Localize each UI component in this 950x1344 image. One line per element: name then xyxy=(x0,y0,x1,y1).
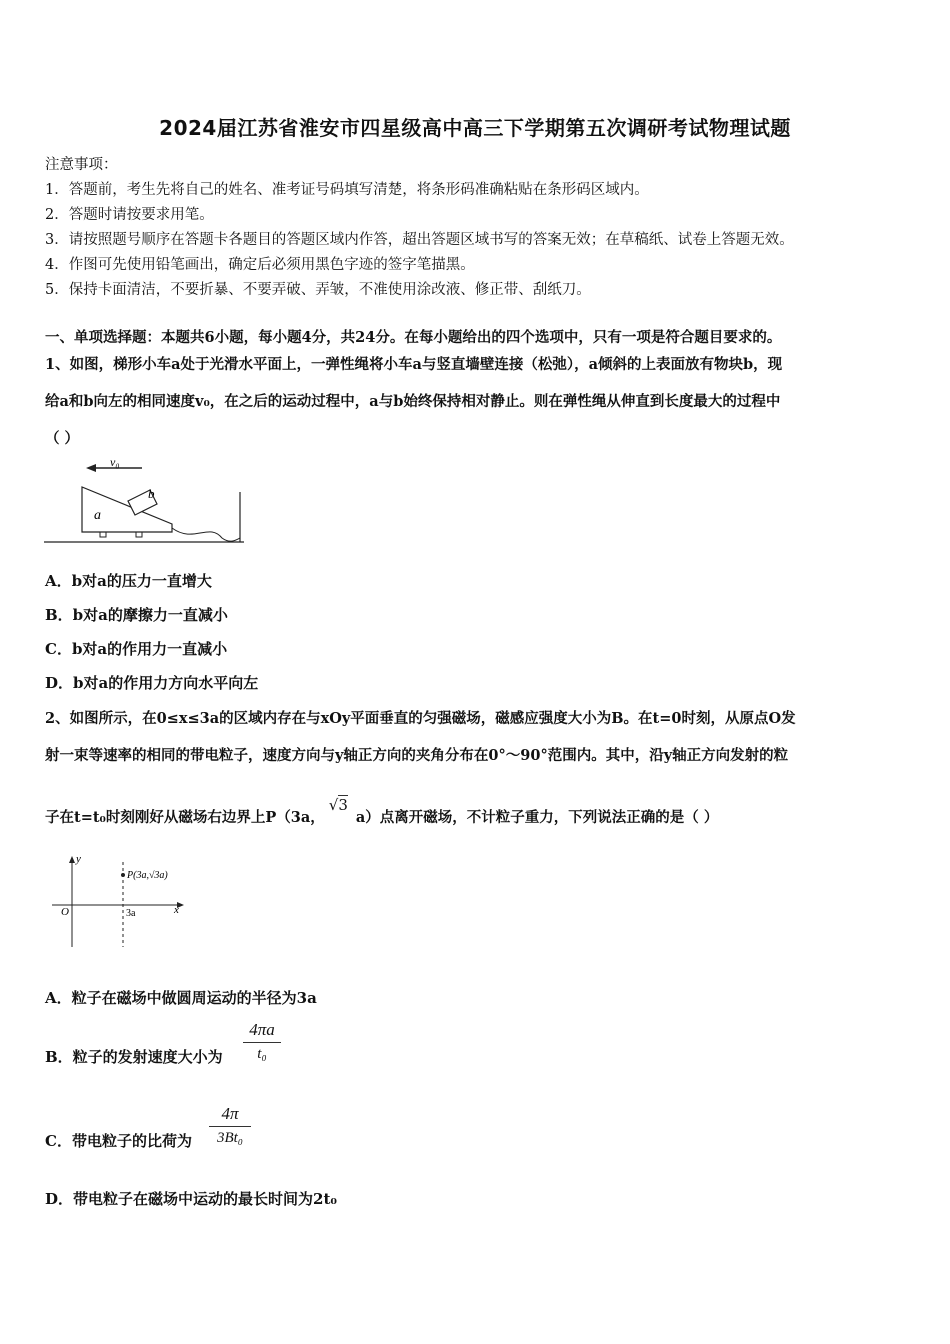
notice-item: 2．答题时请按要求用笔。 xyxy=(45,207,214,223)
x-axis-label: x xyxy=(174,904,179,916)
q2-option-d: D．带电粒子在磁场中运动的最长时间为2t₀ xyxy=(45,1190,337,1208)
q1-option-a: A．b对a的压力一直增大 xyxy=(45,572,212,590)
sqrt-symbol: √ xyxy=(328,796,339,814)
fraction-numerator: 4πa xyxy=(249,1020,275,1039)
q2-option-c-fraction xyxy=(209,1104,251,1147)
a-label: a xyxy=(94,508,101,523)
notice-item: 4．作图可先使用铅笔画出，确定后必须用黑色字迹的签字笔描黑。 xyxy=(45,257,475,273)
notice-item: 3．请按照题号顺序在答题卡各题目的答题区域内作答，超出答题区域书写的答案无效；在草稿纸、试卷上答题无效。 xyxy=(45,232,794,248)
q1-stem-line: 1、如图，梯形小车a处于光滑水平面上，一弹性绳将小车a与竖直墙壁连接（松弛），a倾斜的上表面放有物块b，现 xyxy=(45,356,783,373)
q2-stem-line-3 xyxy=(45,796,719,827)
fraction-numerator: 4π xyxy=(221,1104,239,1123)
q2-option-b: B．粒子的发射速度大小为 xyxy=(45,1048,223,1066)
wheel xyxy=(100,532,106,537)
q2-figure xyxy=(50,850,195,950)
point-p xyxy=(121,873,125,877)
q2-stem-line: 2、如图所示，在0≤x≤3a的区域内存在与xOy平面垂直的匀强磁场，磁感应强度大小为B。在t=0时刻，从原点O发 xyxy=(45,710,796,727)
q1-figure xyxy=(44,452,249,548)
q1-stem-line: 给a和b向左的相同速度v₀，在之后的运动过程中，a与b始终保持相对静止。则在弹性绳从伸直到长度最大的过程中 xyxy=(45,393,781,410)
q1-stem-line: （ ） xyxy=(45,430,80,447)
section-heading: 一、单项选择题：本题共6小题，每小题4分，共24分。在每小题给出的四个选项中，只有一项是符合题目要求的。 xyxy=(45,329,782,346)
fraction-bar xyxy=(243,1042,281,1043)
q2-option-a: A．粒子在磁场中做圆周运动的半径为3a xyxy=(45,989,317,1007)
y-axis-label: y xyxy=(76,853,81,865)
tick-label-3a: 3a xyxy=(126,908,136,919)
fraction-denominator: 3Bt₀ xyxy=(216,1130,244,1146)
q1-option-d: D．b对a的作用力方向水平向左 xyxy=(45,674,259,692)
arrow-head xyxy=(86,464,96,472)
q2-option-b-fraction xyxy=(243,1020,281,1063)
notice-heading: 注意事项： xyxy=(45,157,118,173)
q1-option-c: C．b对a的作用力一直减小 xyxy=(45,640,228,658)
b-label: b xyxy=(148,486,155,501)
origin-label: O xyxy=(61,906,69,918)
q2-option-c: C．带电粒子的比荷为 xyxy=(45,1132,192,1150)
wheel xyxy=(136,532,142,537)
point-p-label: P(3a,√3a) xyxy=(127,870,168,881)
page-title: 2024届江苏省淮安市四星级高中高三下学期第五次调研考试物理试题 xyxy=(159,116,791,140)
fraction-denominator: t₀ xyxy=(257,1046,267,1062)
q2-stem-part: a）点离开磁场，不计粒子重力，下列说法正确的是（ ） xyxy=(355,809,719,826)
notice-item: 1．答题前，考生先将自己的姓名、准考证号码填写清楚，将条形码准确粘贴在条形码区域内。 xyxy=(45,182,649,198)
fraction-bar xyxy=(209,1126,251,1127)
q2-stem-part: 子在t=t₀时刻刚好从磁场右边界上P（3a， xyxy=(45,809,325,826)
v0-label: v₀ xyxy=(110,455,120,469)
elastic-rope xyxy=(172,528,240,541)
q1-option-b: B．b对a的摩擦力一直减小 xyxy=(45,606,228,624)
notice-item: 5．保持卡面清洁，不要折暴、不要弄破、弄皱，不准使用涂改液、修正带、刮纸刀。 xyxy=(45,282,591,298)
q2-stem-line: 射一束等速率的相同的带电粒子，速度方向与y轴正方向的夹角分布在0°～90°范围内。其中，沿y轴正方向发射的粒 xyxy=(45,747,789,764)
y-axis-arrow xyxy=(69,856,75,863)
sqrt-radicand: 3 xyxy=(338,796,348,814)
